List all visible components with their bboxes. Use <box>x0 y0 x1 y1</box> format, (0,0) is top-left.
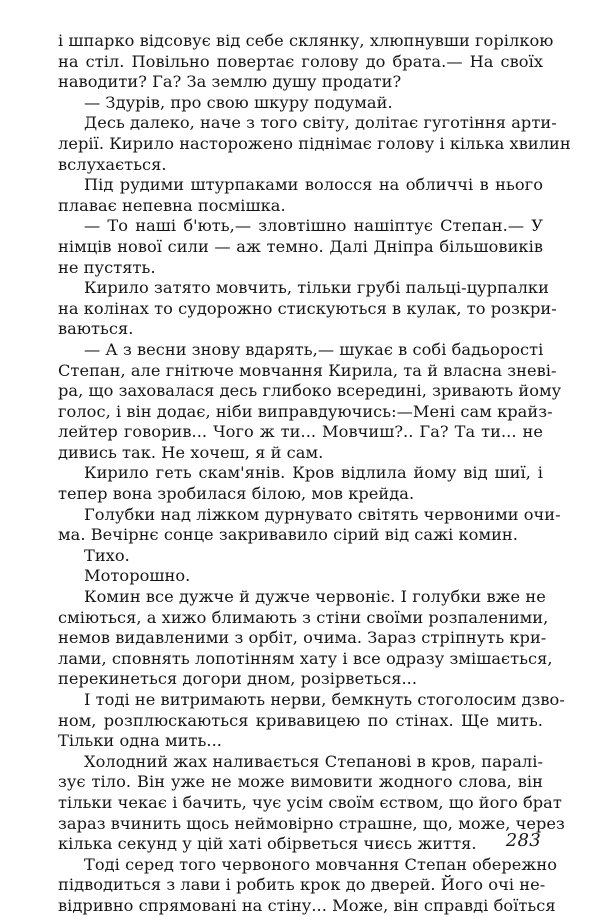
text-line: не пустять. <box>58 257 156 277</box>
paragraph <box>58 566 543 587</box>
text-line: ма. Вечірнє сонце закривавило сірий від сажі комин. <box>58 525 518 545</box>
text-line: Кирило затято мовчить, тільки грубі пальці-цурпалки <box>84 278 549 298</box>
text-line: перекинеться догори дном, розірветься... <box>58 669 418 689</box>
text-line: Під рудими штурпаками волосся на обличчі в нього <box>84 175 543 195</box>
paragraph <box>58 113 571 175</box>
text-line: голос, і він додає, ніби виправдуючись:—Мені сам крайз- <box>58 401 553 421</box>
paragraph <box>58 175 543 216</box>
text-line: ваються. <box>58 319 134 339</box>
paragraph <box>58 339 562 464</box>
paragraph <box>58 278 557 340</box>
body-text <box>58 31 571 917</box>
text-line: на колінах то судорожно стискуються в кулак, то розкри- <box>58 298 557 318</box>
text-line: плаває непевна посмішка. <box>58 195 286 215</box>
text-line: німців нової сили — аж темно. Далі Дніпра більшовиків <box>58 236 543 256</box>
text-line: Тихо. <box>84 545 130 565</box>
text-line: Кирило геть скам'янів. Кров відлила йому від шиї, і <box>84 463 543 483</box>
text-line: Десь далеко, наче з того світу, долітає гуготіння арти- <box>84 113 557 133</box>
text-line: — А з весни знову вдарять,— шукає в собі бадьорості <box>84 339 544 359</box>
text-line: лейтер говорив... Чого ж ти... Мовчиш?.. Га? Та ти... не <box>58 422 543 442</box>
text-line: Холодний жах наливається Степанові в кров, паралі- <box>84 751 543 771</box>
text-line: — То наші б'ють,— зловтішно нашіптує Степан.— У <box>84 216 543 236</box>
paragraph <box>58 690 565 752</box>
paragraph <box>58 751 565 855</box>
text-line: вслухається. <box>58 154 167 174</box>
paragraph <box>58 504 561 546</box>
text-line: підводиться з лави і робить крок до дверей. Його очі не- <box>58 875 546 895</box>
text-line: немов видавленими з орбіт, очима. Зараз стріпнуть кри- <box>58 628 547 648</box>
paragraph <box>58 546 543 567</box>
paragraph <box>58 463 543 504</box>
text-line: лами, сповнять лопотінням хату і все одразу змішається, <box>58 648 553 668</box>
text-line: сміються, а хижо блимають з стіни своїми розпаленими, <box>58 607 549 627</box>
paragraph <box>58 216 543 278</box>
text-line: ном, розплюскаються кривавицею по стінах. Ще мить. <box>58 710 543 730</box>
text-line: кілька секунд у цій хаті обірветься чиєсь життя. <box>58 834 477 854</box>
text-line: Моторошно. <box>84 566 191 586</box>
text-line: зує тіло. Він уже не може вимовити жодного слова, він <box>58 772 543 792</box>
paragraph <box>58 93 543 114</box>
text-line: зараз вчинить щось неймовірно страшне, що, може, через <box>58 813 565 833</box>
text-line: і шпарко відсовує від себе склянку, хлюпнувши горілкою <box>58 31 554 50</box>
text-line: Степан, але гнітюче мовчання Кирила, та й власна зневі- <box>58 360 557 380</box>
text-line: — Здурів, про свою шкуру подумай. <box>84 92 393 112</box>
paragraph <box>58 31 554 93</box>
page-number: 283 <box>505 830 541 851</box>
paragraph <box>58 854 557 917</box>
text-line: Комин все дужче й дужче червоніє. І голубки вже не <box>84 587 546 607</box>
paragraph <box>58 587 553 690</box>
text-line: тільки чекає і бачить, чує усім своїм єством, що його брат <box>58 792 562 812</box>
text-line: Тоді серед того червоного мовчання Степан обережно <box>84 854 557 874</box>
text-line: Тільки одна мить... <box>58 731 222 751</box>
text-line: відривно спрямовані на стіну... Може, він справді боїться <box>58 895 556 915</box>
text-line: лерії. Кирило насторожено піднімає голову і кілька хвилин <box>58 133 571 153</box>
text-line: дивись так. Не хочеш, я й сам. <box>58 442 324 462</box>
text-line: І тоді не витримають нерви, бемкнуть стоголосим дзво- <box>84 690 565 709</box>
text-line: на стіл. Повільно повертає голову до брата.— На своїх <box>58 51 543 71</box>
text-line: тепер вона зробилася білою, мов крейда. <box>58 484 415 504</box>
text-line: наводити? Га? За землю душу продати? <box>58 72 402 92</box>
text-line: ра, що заховалася десь глибоко всередині, зривають йому <box>58 381 562 401</box>
text-line: Голубки над ліжком дурнувато світять червоними очи- <box>84 504 561 524</box>
